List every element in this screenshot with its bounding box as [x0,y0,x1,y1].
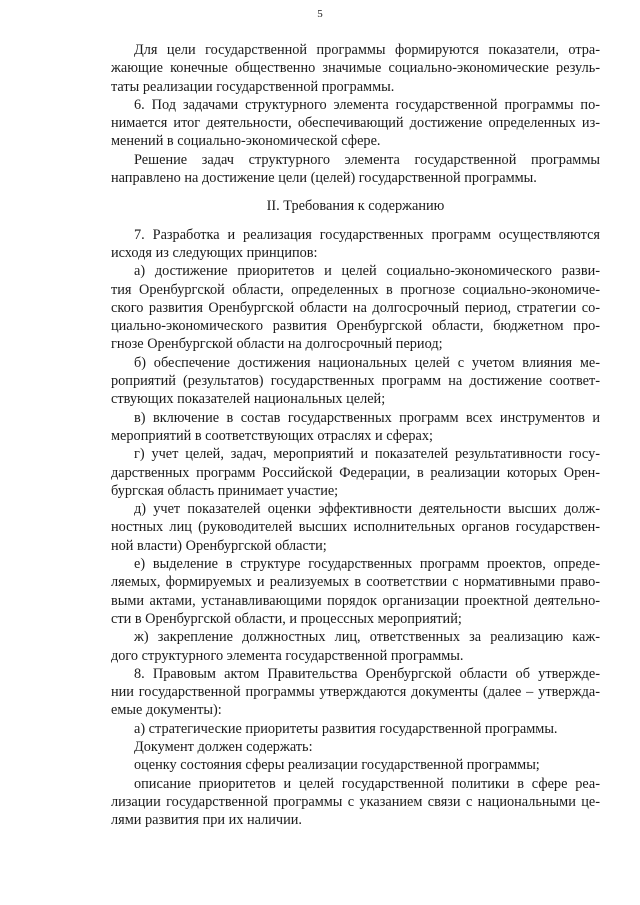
text-line: ностных лиц (руководителей высших исполнительных органов государствен- [111,519,600,536]
text-line: оценку состояния сферы реализации государственной программы; [134,757,540,774]
text-line: д) учет показателей оценки эффективности деятельности высших долж- [134,501,600,518]
text-line: 6. Под задачами структурного элемента государственной программы по- [134,96,600,113]
text-line: ж) закрепление должностных лиц, ответственных за реализацию каж- [134,629,600,646]
text-line: выми актами, устанавливающими порядок организации проектной деятельно- [111,592,600,609]
text-line: нимается итог деятельности, обеспечивающий достижение определенных из- [111,115,600,132]
text-line: нии государственной программы утверждаются документы (далее – утвержда- [111,684,600,701]
text-line: тия Оренбургской области, определенных в прогнозе социально-экономиче- [111,281,600,298]
text-line: дарственных программ Российской Федерации, в реализации которых Орен- [111,464,600,481]
section-heading: II. Требования к содержанию [266,198,445,215]
text-line: ной власти) Оренбургской области; [111,537,327,554]
text-line: направлено на достижение цели (целей) государственной программы. [111,170,537,187]
text-line: гнозе Оренбургской области на долгосрочный период; [111,336,443,353]
text-line: роприятий (результатов) государственных программ на достижение соответ- [111,373,600,390]
text-line: лизации государственной программы с указанием связи с национальными це- [111,793,600,810]
text-line: бургская область принимает участие; [111,482,339,499]
text-line: циально-экономического развития Оренбургской области, бюджетном про- [111,318,600,335]
text-line: ляемых, формируемых и реализуемых в соответствии с нормативными право- [111,574,600,591]
text-line: таты реализации государственной программы. [111,78,395,95]
text-line: 8. Правовым актом Правительства Оренбургской области об утвержде- [134,665,600,682]
text-line: емые документы): [111,702,222,719]
text-line: исходя из следующих принципов: [111,244,318,261]
text-line: менений в социально-экономической сфере. [111,133,381,150]
text-line: лями развития при их наличии. [111,812,302,829]
text-line: описание приоритетов и целей государственной политики в сфере реа- [134,775,600,792]
text-line: дого структурного элемента государственной программы. [111,647,464,664]
page-number: 5 [317,8,323,20]
text-line: сти в Оренбургской области, и процессных мероприятий; [111,610,462,627]
text-line: 7. Разработка и реализация государственных программ осуществляются [134,226,600,243]
text-line: Документ должен содержать: [134,738,313,755]
text-line: мероприятий в соответствующих отраслях и сферах; [111,427,433,444]
text-line: Решение задач структурного элемента государственной программы [134,151,600,168]
text-line: ского развития Оренбургской области на долгосрочный период, стратегии со- [111,299,600,316]
text-line: Для цели государственной программы формируются показатели, отра- [134,42,600,58]
text-line: ствующих показателей национальных целей; [111,391,386,408]
text-line: г) учет целей, задач, мероприятий и показателей результативности госу- [134,446,600,463]
text-line: б) обеспечение достижения национальных целей с учетом влияния ме- [134,354,600,371]
text-line: а) достижение приоритетов и целей социально-экономического разви- [134,263,600,280]
text-line: жающие конечные общественно значимые социально-экономические резуль- [111,60,600,77]
text-line: е) выделение в структуре государственных программ проектов, опреде- [134,556,600,573]
text-line: в) включение в состав государственных программ всех инструментов и [134,409,600,426]
text-line: а) стратегические приоритеты развития государственной программы. [134,720,558,737]
document-body [111,41,600,829]
